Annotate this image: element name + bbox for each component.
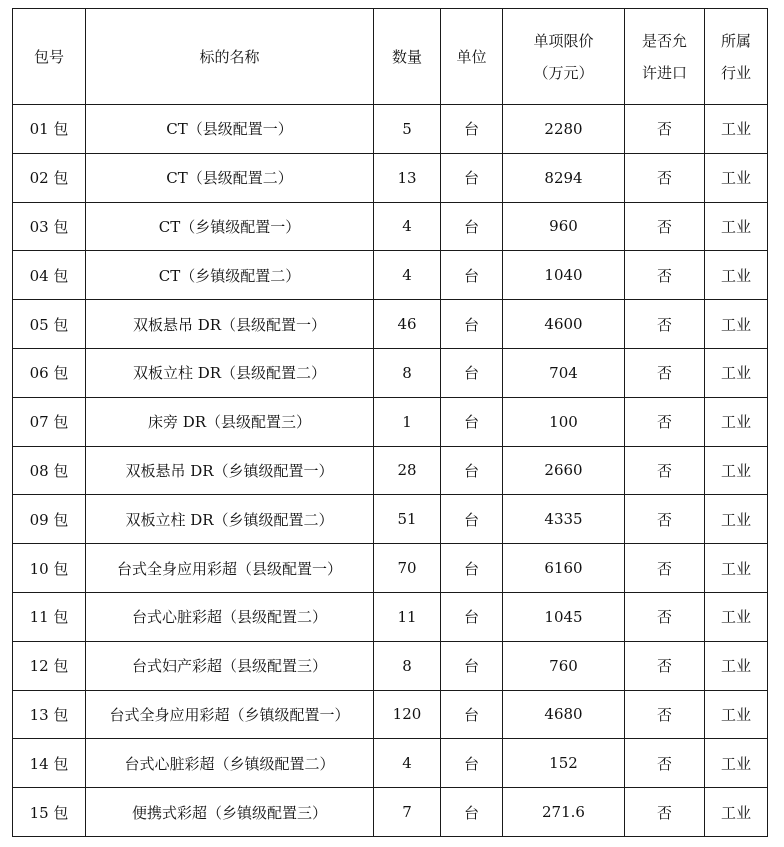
cell-package-no: 14 包 bbox=[13, 739, 86, 788]
procurement-lot-table bbox=[12, 8, 768, 837]
header-lot-name: 标的名称 bbox=[86, 9, 374, 105]
cell-package-no: 01 包 bbox=[13, 105, 86, 154]
cell-quantity: 4 bbox=[374, 251, 441, 300]
cell-import-allowed: 否 bbox=[625, 105, 705, 154]
cell-lot-name: 床旁 DR（县级配置三） bbox=[86, 397, 374, 446]
cell-import-allowed: 否 bbox=[625, 446, 705, 495]
cell-industry: 工业 bbox=[705, 251, 768, 300]
cell-unit: 台 bbox=[441, 690, 503, 739]
cell-import-allowed: 否 bbox=[625, 690, 705, 739]
table-row bbox=[13, 300, 768, 349]
table-row bbox=[13, 544, 768, 593]
cell-industry: 工业 bbox=[705, 544, 768, 593]
cell-lot-name: 台式心脏彩超（乡镇级配置二） bbox=[86, 739, 374, 788]
cell-lot-name: 台式全身应用彩超（县级配置一） bbox=[86, 544, 374, 593]
cell-package-no: 03 包 bbox=[13, 202, 86, 251]
cell-import-allowed: 否 bbox=[625, 202, 705, 251]
cell-quantity: 4 bbox=[374, 739, 441, 788]
cell-price: 760 bbox=[503, 641, 625, 690]
cell-package-no: 04 包 bbox=[13, 251, 86, 300]
cell-price: 100 bbox=[503, 397, 625, 446]
cell-quantity: 5 bbox=[374, 105, 441, 154]
header-package-no: 包号 bbox=[13, 9, 86, 105]
cell-package-no: 05 包 bbox=[13, 300, 86, 349]
cell-industry: 工业 bbox=[705, 592, 768, 641]
cell-quantity: 7 bbox=[374, 788, 441, 837]
cell-unit: 台 bbox=[441, 495, 503, 544]
cell-industry: 工业 bbox=[705, 397, 768, 446]
cell-unit: 台 bbox=[441, 105, 503, 154]
table-row bbox=[13, 446, 768, 495]
header-industry-line2: 行业 bbox=[720, 63, 751, 82]
cell-price: 271.6 bbox=[503, 788, 625, 837]
table-row bbox=[13, 495, 768, 544]
cell-lot-name: 双板悬吊 DR（县级配置一） bbox=[86, 300, 374, 349]
cell-price: 1045 bbox=[503, 592, 625, 641]
header-industry-line1: 所属 bbox=[720, 31, 751, 50]
table-header-row bbox=[13, 9, 768, 105]
header-quantity: 数量 bbox=[374, 9, 441, 105]
cell-lot-name: CT（县级配置一） bbox=[86, 105, 374, 154]
cell-lot-name: 双板立柱 DR（县级配置二） bbox=[86, 348, 374, 397]
cell-unit: 台 bbox=[441, 788, 503, 837]
header-import-line1: 是否允 bbox=[641, 31, 687, 50]
cell-lot-name: 双板悬吊 DR（乡镇级配置一） bbox=[86, 446, 374, 495]
cell-price: 152 bbox=[503, 739, 625, 788]
cell-quantity: 70 bbox=[374, 544, 441, 593]
table-row bbox=[13, 397, 768, 446]
cell-lot-name: 台式全身应用彩超（乡镇级配置一） bbox=[86, 690, 374, 739]
cell-import-allowed: 否 bbox=[625, 592, 705, 641]
cell-industry: 工业 bbox=[705, 153, 768, 202]
cell-package-no: 07 包 bbox=[13, 397, 86, 446]
header-price-limit bbox=[503, 9, 625, 105]
cell-unit: 台 bbox=[441, 251, 503, 300]
cell-package-no: 12 包 bbox=[13, 641, 86, 690]
cell-price: 4680 bbox=[503, 690, 625, 739]
cell-industry: 工业 bbox=[705, 495, 768, 544]
table-body bbox=[13, 105, 768, 837]
cell-import-allowed: 否 bbox=[625, 788, 705, 837]
table-row bbox=[13, 739, 768, 788]
cell-industry: 工业 bbox=[705, 446, 768, 495]
header-unit: 单位 bbox=[441, 9, 503, 105]
cell-package-no: 10 包 bbox=[13, 544, 86, 593]
cell-quantity: 28 bbox=[374, 446, 441, 495]
cell-import-allowed: 否 bbox=[625, 300, 705, 349]
cell-lot-name: CT（县级配置二） bbox=[86, 153, 374, 202]
cell-unit: 台 bbox=[441, 544, 503, 593]
table-row bbox=[13, 105, 768, 154]
cell-quantity: 13 bbox=[374, 153, 441, 202]
cell-unit: 台 bbox=[441, 300, 503, 349]
header-industry bbox=[705, 9, 768, 105]
cell-quantity: 8 bbox=[374, 348, 441, 397]
cell-price: 2280 bbox=[503, 105, 625, 154]
cell-industry: 工业 bbox=[705, 300, 768, 349]
table-row bbox=[13, 788, 768, 837]
cell-import-allowed: 否 bbox=[625, 739, 705, 788]
cell-package-no: 09 包 bbox=[13, 495, 86, 544]
cell-price: 8294 bbox=[503, 153, 625, 202]
table-row bbox=[13, 251, 768, 300]
cell-industry: 工业 bbox=[705, 690, 768, 739]
cell-unit: 台 bbox=[441, 641, 503, 690]
cell-quantity: 1 bbox=[374, 397, 441, 446]
cell-price: 6160 bbox=[503, 544, 625, 593]
cell-industry: 工业 bbox=[705, 788, 768, 837]
header-import-allowed bbox=[625, 9, 705, 105]
cell-import-allowed: 否 bbox=[625, 495, 705, 544]
cell-price: 1040 bbox=[503, 251, 625, 300]
cell-lot-name: 双板立柱 DR（乡镇级配置二） bbox=[86, 495, 374, 544]
header-price-unit: （万元） bbox=[533, 63, 594, 82]
cell-lot-name: CT（乡镇级配置二） bbox=[86, 251, 374, 300]
cell-import-allowed: 否 bbox=[625, 544, 705, 593]
cell-industry: 工业 bbox=[705, 348, 768, 397]
cell-unit: 台 bbox=[441, 348, 503, 397]
table-row bbox=[13, 153, 768, 202]
cell-import-allowed: 否 bbox=[625, 397, 705, 446]
cell-package-no: 13 包 bbox=[13, 690, 86, 739]
cell-import-allowed: 否 bbox=[625, 641, 705, 690]
cell-unit: 台 bbox=[441, 153, 503, 202]
cell-quantity: 11 bbox=[374, 592, 441, 641]
header-price-label: 单项限价 bbox=[533, 31, 594, 50]
cell-unit: 台 bbox=[441, 739, 503, 788]
cell-industry: 工业 bbox=[705, 202, 768, 251]
cell-package-no: 08 包 bbox=[13, 446, 86, 495]
cell-price: 960 bbox=[503, 202, 625, 251]
cell-quantity: 4 bbox=[374, 202, 441, 251]
cell-price: 4600 bbox=[503, 300, 625, 349]
header-import-line2: 许进口 bbox=[641, 63, 687, 82]
cell-package-no: 15 包 bbox=[13, 788, 86, 837]
cell-industry: 工业 bbox=[705, 105, 768, 154]
cell-price: 2660 bbox=[503, 446, 625, 495]
cell-quantity: 51 bbox=[374, 495, 441, 544]
cell-unit: 台 bbox=[441, 446, 503, 495]
cell-price: 4335 bbox=[503, 495, 625, 544]
table-row bbox=[13, 202, 768, 251]
table-row bbox=[13, 690, 768, 739]
cell-unit: 台 bbox=[441, 592, 503, 641]
cell-price: 704 bbox=[503, 348, 625, 397]
cell-import-allowed: 否 bbox=[625, 153, 705, 202]
cell-industry: 工业 bbox=[705, 641, 768, 690]
cell-lot-name: CT（乡镇级配置一） bbox=[86, 202, 374, 251]
cell-unit: 台 bbox=[441, 202, 503, 251]
cell-unit: 台 bbox=[441, 397, 503, 446]
table-row bbox=[13, 641, 768, 690]
cell-package-no: 11 包 bbox=[13, 592, 86, 641]
cell-lot-name: 台式心脏彩超（县级配置二） bbox=[86, 592, 374, 641]
table-row bbox=[13, 592, 768, 641]
table-row bbox=[13, 348, 768, 397]
cell-lot-name: 便携式彩超（乡镇级配置三） bbox=[86, 788, 374, 837]
cell-industry: 工业 bbox=[705, 739, 768, 788]
cell-quantity: 120 bbox=[374, 690, 441, 739]
cell-quantity: 46 bbox=[374, 300, 441, 349]
cell-import-allowed: 否 bbox=[625, 348, 705, 397]
cell-quantity: 8 bbox=[374, 641, 441, 690]
cell-import-allowed: 否 bbox=[625, 251, 705, 300]
cell-lot-name: 台式妇产彩超（县级配置三） bbox=[86, 641, 374, 690]
cell-package-no: 06 包 bbox=[13, 348, 86, 397]
cell-package-no: 02 包 bbox=[13, 153, 86, 202]
